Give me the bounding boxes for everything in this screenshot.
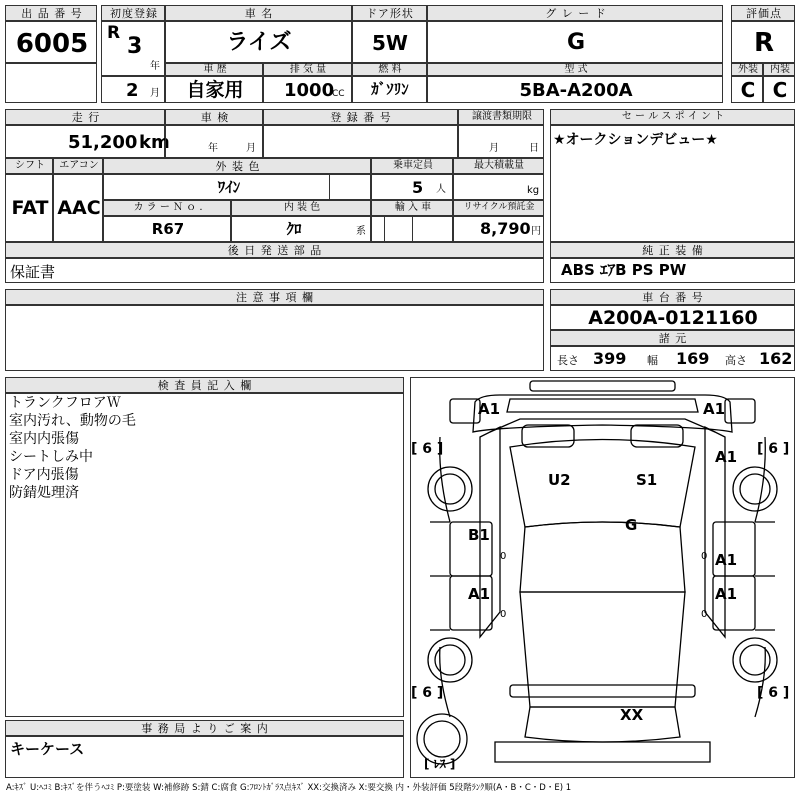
spec-cell [550, 346, 795, 371]
dent-zero: 0 [500, 609, 507, 620]
sales-point-label: セ ー ル ス ポ イ ン ト [621, 111, 725, 122]
car-name: ライズ [226, 30, 292, 55]
mileage-label: 走 行 [71, 111, 101, 124]
recycle-cell [453, 216, 544, 242]
score-label: 評価点 [746, 7, 782, 20]
load-label: 最大積載量 [474, 160, 524, 171]
capacity-unit: 人 [436, 184, 446, 195]
tire-depth: [ 6 ] [411, 441, 444, 457]
later-parts: 保証書 [10, 263, 56, 281]
later-parts-cell [5, 258, 544, 283]
notes-label: 注 意 事 項 欄 [236, 291, 314, 304]
chassis-cell [550, 305, 795, 330]
ac-label: エアコン [59, 160, 99, 171]
damage-mark: XX [620, 706, 644, 724]
inspector-line: トランクフロアＷ [9, 395, 121, 411]
lot-label: 出 品 番 号 [21, 7, 83, 20]
import-cell [371, 216, 453, 242]
capacity-cell [371, 174, 453, 200]
displacement-cell [263, 76, 352, 103]
notes-cell [5, 305, 544, 371]
inspector-line: 室内内張傷 [9, 431, 79, 447]
int-color-label: 内 装 色 [283, 202, 321, 213]
model-label-cell [427, 63, 723, 76]
height: 162 [759, 349, 793, 368]
load-cell [453, 174, 544, 200]
damage-mark: A1 [715, 585, 738, 603]
damage-mark: A1 [715, 448, 738, 466]
grade-cell [427, 21, 723, 63]
first-reg-month-cell [101, 76, 165, 103]
damage-mark: A1 [468, 585, 491, 603]
history-label: 車 歴 [203, 64, 227, 75]
width-label: 幅 [647, 354, 658, 367]
displacement-label-cell [263, 63, 352, 76]
ext-color: ﾜｲﾝ [217, 178, 241, 196]
score-label-cell [731, 5, 795, 21]
chassis-label-cell [550, 289, 795, 305]
displacement-unit: CC [332, 89, 345, 99]
lot-value-cell [5, 21, 97, 63]
damage-mark: S1 [636, 471, 658, 489]
registration-label: 登 録 番 号 [330, 111, 392, 124]
grade-label-cell [427, 5, 723, 21]
dent-zero: 0 [701, 551, 708, 562]
load-label-cell [453, 158, 544, 174]
interior-label-cell [763, 63, 795, 76]
inspector-label-cell [5, 377, 404, 393]
damage-mark: A1 [715, 551, 738, 569]
tire-depth: [ 6 ] [757, 441, 790, 457]
first-reg-label: 初度登録 [110, 7, 158, 20]
load-unit: kg [527, 185, 540, 196]
shift-cell [5, 174, 53, 242]
equipment-label-cell [550, 242, 795, 258]
tire-depth: [ 6 ] [411, 685, 444, 701]
reg-month: 2 [126, 80, 139, 101]
length: 399 [593, 349, 627, 368]
overall-score: R [753, 28, 775, 58]
equipment-label: 純 正 装 備 [642, 244, 704, 257]
door-cell [352, 21, 427, 63]
interior-cell [763, 76, 795, 103]
score-cell [731, 21, 795, 63]
dent-zero: 0 [701, 609, 708, 620]
capacity-label-cell [371, 158, 453, 174]
import-label: 輸 入 車 [394, 202, 432, 213]
mileage-cell [5, 125, 170, 158]
history: 自家用 [186, 79, 244, 101]
inspector-line: ドア内張傷 [9, 467, 79, 483]
transfer-label-cell [458, 109, 544, 125]
car-diagram [410, 377, 795, 778]
shift-label: シフト [15, 160, 45, 171]
inspection-month-unit: 月 [246, 143, 256, 154]
office-label: 事 務 局 よ り ご 案 内 [141, 722, 269, 735]
damage-mark: U2 [548, 471, 571, 489]
ext-color-label-cell [103, 158, 371, 174]
recycle-label-cell [453, 200, 544, 216]
ext-color-cell [103, 174, 371, 200]
fuel-cell [352, 76, 427, 103]
capacity: 5 [412, 178, 424, 197]
chassis-number: A200A-0121160 [588, 307, 758, 329]
recycle-label: リサイクル預託金 [463, 202, 535, 212]
sales-point-label-cell [550, 109, 795, 125]
equipment: ABS ｴｱB PS PW [561, 261, 687, 279]
inspection-year-unit: 年 [208, 143, 218, 154]
model-label: 型 式 [564, 64, 588, 75]
ext-color-label: 外 装 色 [215, 160, 261, 173]
registration-label-cell [263, 109, 458, 125]
damage-mark: A1 [703, 400, 726, 418]
interior-score: C [772, 78, 788, 102]
inspector-line: 室内汚れ、動物の毛 [9, 413, 136, 429]
fuel-label-cell [352, 63, 427, 76]
year-unit: 年 [150, 61, 160, 72]
damage-mark: G [625, 516, 638, 534]
tires [417, 467, 777, 764]
import-divider-2 [412, 217, 413, 241]
reg-year: 3 [127, 34, 143, 59]
air-conditioner: AAC [57, 197, 101, 219]
grade: G [566, 30, 586, 55]
lot-number: 6005 [15, 29, 89, 59]
exterior-score: C [740, 78, 756, 102]
import-label-cell [371, 200, 453, 216]
inspection-cell [165, 125, 263, 158]
int-color: ｸﾛ [286, 220, 302, 238]
spare-tire: [ ﾚｽ ] [424, 757, 456, 771]
legend: A:ｷｽﾞ U:ﾍｺﾐ B:ｷｽﾞを伴うﾍｺﾐ P:要塗装 W:補修跡 S:錆 C:腐食 G:ﾌﾛﾝﾄｶﾞﾗｽ点ｷｽﾞ XX:交換済み X:要交換 内・外装評価 5段階ﾗﾝｸ順(A・B・C・D・E) 1 [6, 783, 572, 793]
model-code: 5BA-A200A [519, 80, 633, 101]
registration-cell [263, 125, 458, 158]
transfer-label: 譲渡書類期限 [472, 111, 532, 122]
inspector-cell [5, 393, 404, 717]
color-no: R67 [151, 220, 185, 238]
inspection-label: 車 検 [200, 111, 230, 124]
door-label-cell [352, 5, 427, 21]
width: 169 [676, 349, 710, 368]
mileage: 51,200 [68, 132, 138, 153]
inspector-line: 防錆処理済 [9, 485, 79, 501]
lot-label-cell [5, 5, 97, 21]
exterior-label: 外装 [738, 64, 758, 75]
office-note: キーケース [10, 740, 85, 758]
recycle-unit: 円 [531, 226, 541, 237]
tire-depth: [ 6 ] [757, 685, 790, 701]
model-cell [427, 76, 723, 103]
history-label-cell [165, 63, 263, 76]
int-color-label-cell [231, 200, 371, 216]
fuel-label: 燃 料 [378, 64, 402, 75]
office-label-cell [5, 720, 404, 736]
shift-label-cell [5, 158, 53, 174]
exterior-label-cell [731, 63, 763, 76]
car-name-label: 車 名 [244, 7, 274, 20]
int-color-unit: 系 [356, 226, 366, 237]
height-label: 高さ [725, 354, 747, 367]
dent-zero: 0 [500, 551, 507, 562]
shift: FAT [11, 197, 49, 219]
ac-label-cell [53, 158, 103, 174]
displacement-label: 排 気 量 [289, 64, 327, 75]
color-no-cell [103, 216, 231, 242]
door-label: ドア形状 [366, 7, 414, 20]
displacement: 1000 [284, 80, 335, 101]
color-no-label: カ ラ ー Ｎ ｏ . [133, 202, 203, 213]
ext-color-divider [329, 175, 330, 199]
import-divider-1 [384, 217, 385, 241]
inspection-label-cell [165, 109, 263, 125]
month-unit: 月 [150, 88, 160, 99]
damage-mark: B1 [468, 526, 490, 544]
era: R [107, 23, 121, 43]
later-parts-label: 後 日 発 送 部 品 [227, 244, 323, 257]
inspector-label: 検 査 員 記 入 欄 [157, 379, 253, 392]
sales-point-cell [550, 125, 795, 242]
first-reg-label-cell [101, 5, 165, 21]
grade-label: グ レ ー ド [545, 7, 607, 20]
office-cell [5, 736, 404, 778]
transfer-month-unit: 月 [489, 143, 499, 154]
mileage-unit: km [139, 132, 170, 153]
interior-label: 内装 [770, 64, 790, 75]
first-reg-year-cell [101, 21, 165, 76]
spec-label: 諸 元 [658, 332, 688, 345]
color-no-label-cell [103, 200, 231, 216]
chassis-label: 車 台 番 号 [642, 291, 704, 304]
door-type: 5W [372, 31, 408, 55]
transfer-day-unit: 日 [529, 143, 539, 154]
lot-empty-cell [5, 63, 97, 103]
later-parts-label-cell [5, 242, 544, 258]
capacity-label: 乗車定員 [393, 160, 433, 171]
exterior-cell [731, 76, 763, 103]
recycle-fee: 8,790 [480, 219, 531, 238]
notes-label-cell [5, 289, 544, 305]
equipment-cell [550, 258, 795, 283]
spec-label-cell [550, 330, 795, 346]
length-label: 長さ [557, 354, 579, 367]
mileage-label-cell [5, 109, 165, 125]
sales-point: ★オークションデビュー★ [553, 132, 718, 148]
inspector-line: シートしみ中 [9, 449, 93, 465]
car-name-cell [165, 21, 352, 63]
fuel: ｶﾞｿﾘﾝ [371, 80, 409, 98]
transfer-cell [458, 125, 544, 158]
history-cell [165, 76, 263, 103]
damage-mark: A1 [478, 400, 501, 418]
car-outline [430, 381, 775, 762]
car-name-label-cell [165, 5, 352, 21]
int-color-cell [231, 216, 371, 242]
ac-cell [53, 174, 103, 242]
